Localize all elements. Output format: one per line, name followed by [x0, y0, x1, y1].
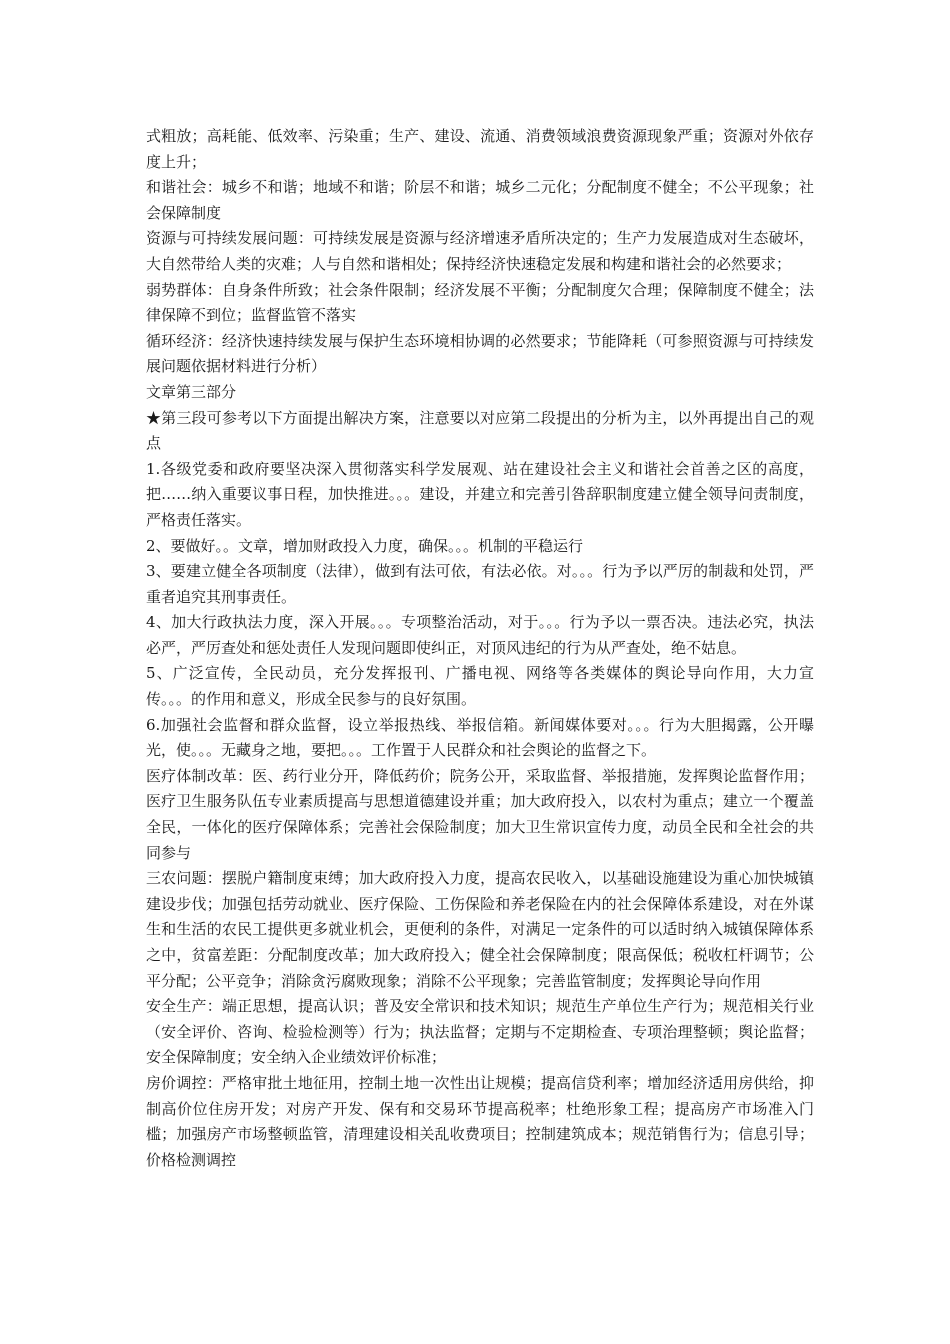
- paragraph-part-three-note: ★第三段可参考以下方面提出解决方案，注意要以对应第二段提出的分析为主，以外再提出自己的观点: [146, 408, 814, 453]
- paragraph-housing-price-control: 房价调控：严格审批土地征用，控制土地一次性出让规模；提高信贷利率；增加经济适用房供给，抑制高价位住房开发；对房产开发、保有和交易环节提高税率；杜绝形象工程；提高房产市场准入门槛；加强房产市场整顿监管，清理建设相关乱收费项目；控制建筑成本；规范销售行为；信息引导；价格检测调控: [146, 1073, 814, 1169]
- paragraph-three-rural-issues: 三农问题：摆脱户籍制度束缚；加大政府投入力度，提高农民收入，以基础设施建设为重心加快城镇建设步伐；加强包括劳动就业、医疗保险、工伤保险和养老保险在内的社会保障体系建设，对在外谋生和生活的农民工提供更多就业机会，更便利的条件，对满足一定条件的可以适时纳入城镇保障体系之中，贫富差距：分配制度改革；加大政府投入；健全社会保障制度；限高保低；税收杠杆调节；公平分配；公平竞争；消除贪污腐败现象；消除不公平现象；完善监管制度；发挥舆论导向作用: [146, 869, 814, 990]
- paragraph-medical-reform: 医疗体制改革：医、药行业分开，降低药价；院务公开，采取监督、举报措施，发挥舆论监督作用；医疗卫生服务队伍专业素质提高与思想道德建设并重；加大政府投入，以农村为重点；建立一个覆盖全民，一体化的医疗保障体系；完善社会保险制度；加大卫生常识宣传力度，动员全民和全社会的共同参与: [146, 766, 814, 862]
- list-item-4: 4、加大行政执法力度，深入开展。。。专项整治活动，对于。。。行为予以一票否决。违法必究，执法必严，严厉查处和惩处责任人发现问题即使纠正，对顶风违纪的行为从严查处，绝不姑息。: [146, 613, 814, 657]
- list-item-2: 2、要做好。。文章，增加财政投入力度，确保。。。机制的平稳运行: [146, 536, 584, 555]
- paragraph-sustainable-development: 资源与可持续发展问题：可持续发展是资源与经济增速矛盾所决定的；生产力发展造成对生态破坏，大自然带给人类的灾难；人与自然和谐相处；保持经济快速稳定发展和构建和谐社会的必然要求；: [146, 229, 814, 273]
- list-item-1: 1.各级党委和政府要坚决深入贯彻落实科学发展观、站在建设社会主义和谐社会首善之区的高度，把……纳入重要议事日程，加快推进。。。建设，并建立和完善引咎辞职制度建立健全领导问责制度，严格责任落实。: [146, 459, 814, 529]
- list-item-6: 6.加强社会监督和群众监督，设立举报热线、举报信箱。新闻媒体要对。。。行为大胆揭露，公开曝光，使。。。无藏身之地，要把。。。工作置于人民群众和社会舆论的监督之下。: [146, 715, 814, 760]
- paragraph-vulnerable-groups: 弱势群体：自身条件所致；社会条件限制；经济发展不平衡；分配制度欠合理；保障制度不健全；法律保障不到位；监督监管不落实: [146, 280, 814, 325]
- section-heading-part-three: 文章第三部分: [146, 382, 237, 401]
- paragraph-circular-economy: 循环经济：经济快速持续发展与保护生态环境相协调的必然要求；节能降耗（可参照资源与可持续发展问题依据材料进行分析）: [146, 331, 814, 376]
- paragraph-work-safety: 安全生产：端正思想，提高认识；普及安全常识和技术知识；规范生产单位生产行为；规范相关行业（安全评价、咨询、检验检测等）行为；执法监督；定期与不定期检查、专项治理整顿；舆论监督；安全保障制度；安全纳入企业绩效评价标准；: [146, 997, 814, 1067]
- paragraph-resource-intensive: 式粗放；高耗能、低效率、污染重；生产、建设、流通、消费领域浪费资源现象严重；资源对外依存度上升；: [146, 127, 814, 171]
- list-item-5: 5、广泛宣传，全民动员，充分发挥报刊、广播电视、网络等各类媒体的舆论导向作用，大力宣传。。。的作用和意义，形成全民参与的良好氛围。: [146, 664, 814, 709]
- list-item-3: 3、要建立健全各项制度（法律），做到有法可依，有法必依。对。。。行为予以严厉的制裁和处罚，严重者追究其刑事责任。: [146, 562, 814, 606]
- paragraph-harmonious-society: 和谐社会：城乡不和谐；地域不和谐；阶层不和谐；城乡二元化；分配制度不健全；不公平现象；社会保障制度: [146, 178, 814, 222]
- document-body: [146, 124, 814, 1173]
